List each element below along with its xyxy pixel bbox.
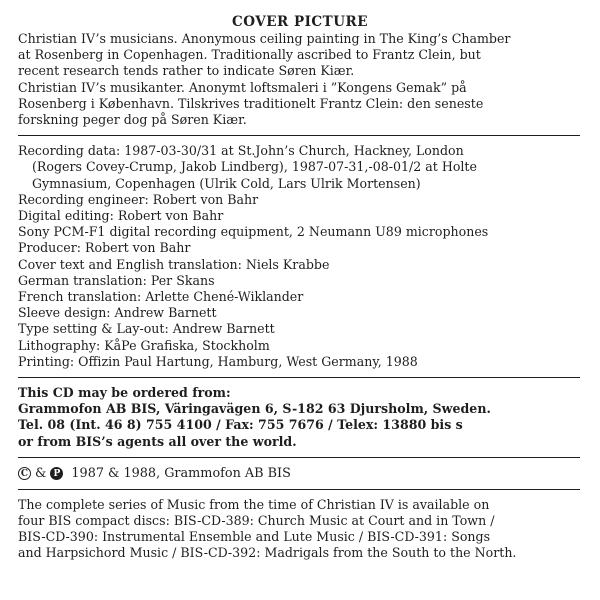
text-line: Christian IV’s musikanter. Anonymt loftsmaleri i ”Kongens Gemak” på [18,79,467,95]
credit-line: Lithography: KåPe Grafiska, Stockholm [18,337,270,353]
series-line: BIS-CD-390: Instrumental Ensemble and Lute Music / BIS-CD-391: Songs [18,529,491,545]
divider [18,457,580,458]
order-line: This CD may be ordered from: [18,385,231,401]
series-line: and Harpsichord Music / BIS-CD-392: Madrigals from the South to the North. [18,545,517,561]
copyright-line [18,465,582,482]
recording-data-line: Recording data: 1987-03-30/31 at St.John’s Church, Hackney, London [18,143,464,159]
order-line: or from BIS’s agents all over the world. [18,433,297,449]
credit-line: Recording engineer: Robert von Bahr [18,191,259,207]
cover-caption-english [18,31,582,80]
credit-line: Printing: Offizin Paul Hartung, Hamburg, West Germany, 1988 [18,353,418,369]
copyright-ampersand: & [35,465,47,481]
series-info-block [18,497,582,562]
order-info-block [18,385,582,450]
credit-line: Sleeve design: Andrew Barnett [18,305,217,321]
divider [18,135,580,136]
credit-line: German translation: Per Skans [18,272,215,288]
credit-line: Digital editing: Robert von Bahr [18,208,224,224]
credit-line: French translation: Arlette Chené-Wiklander [18,289,304,305]
series-line: four BIS compact discs: BIS-CD-389: Church Music at Court and in Town / [18,513,495,529]
credit-line: Type setting & Lay-out: Andrew Barnett [18,321,275,337]
text-line: forskning peger dog på Søren Kiær. [18,112,247,128]
copyright-text: 1987 & 1988, Grammofon AB BIS [71,465,291,481]
credits-block [18,143,582,370]
credit-line: Cover text and English translation: Niels Krabbe [18,256,330,272]
credit-line: Producer: Robert von Bahr [18,240,191,256]
text-line: Christian IV’s musicians. Anonymous ceiling painting in The King’s Chamber [18,31,511,46]
order-line: Tel. 08 (Int. 46 8) 755 4100 / Fax: 755 7676 / Telex: 13880 bis s [18,417,463,433]
divider [18,377,580,378]
text-line: recent research tends rather to indicate Søren Kiær. [18,63,355,79]
cover-caption-danish [18,80,582,129]
copyright-c-icon: C [18,467,31,480]
recording-data-line: (Rogers Covey-Crump, Jakob Lindberg), 1987-07-31,-08-01/2 at Holte [32,159,477,175]
cover-picture-heading: COVER PICTURE [232,14,368,30]
order-line: Grammofon AB BIS, Väringavägen 6, S-182 63 Djursholm, Sweden. [18,401,491,417]
recording-data-line: Gymnasium, Copenhagen (Ulrik Cold, Lars Ulrik Mortensen) [32,175,421,191]
divider [18,489,580,490]
series-line: The complete series of Music from the time of Christian IV is available on [18,496,490,512]
text-line: Rosenberg i København. Tilskrives traditionelt Frantz Clein: den seneste [18,95,484,111]
phonogram-p-icon: P [50,467,63,480]
text-line: at Rosenberg in Copenhagen. Traditionally ascribed to Frantz Clein, but [18,47,481,63]
credit-line: Sony PCM-F1 digital recording equipment, 2 Neumann U89 microphones [18,224,489,240]
